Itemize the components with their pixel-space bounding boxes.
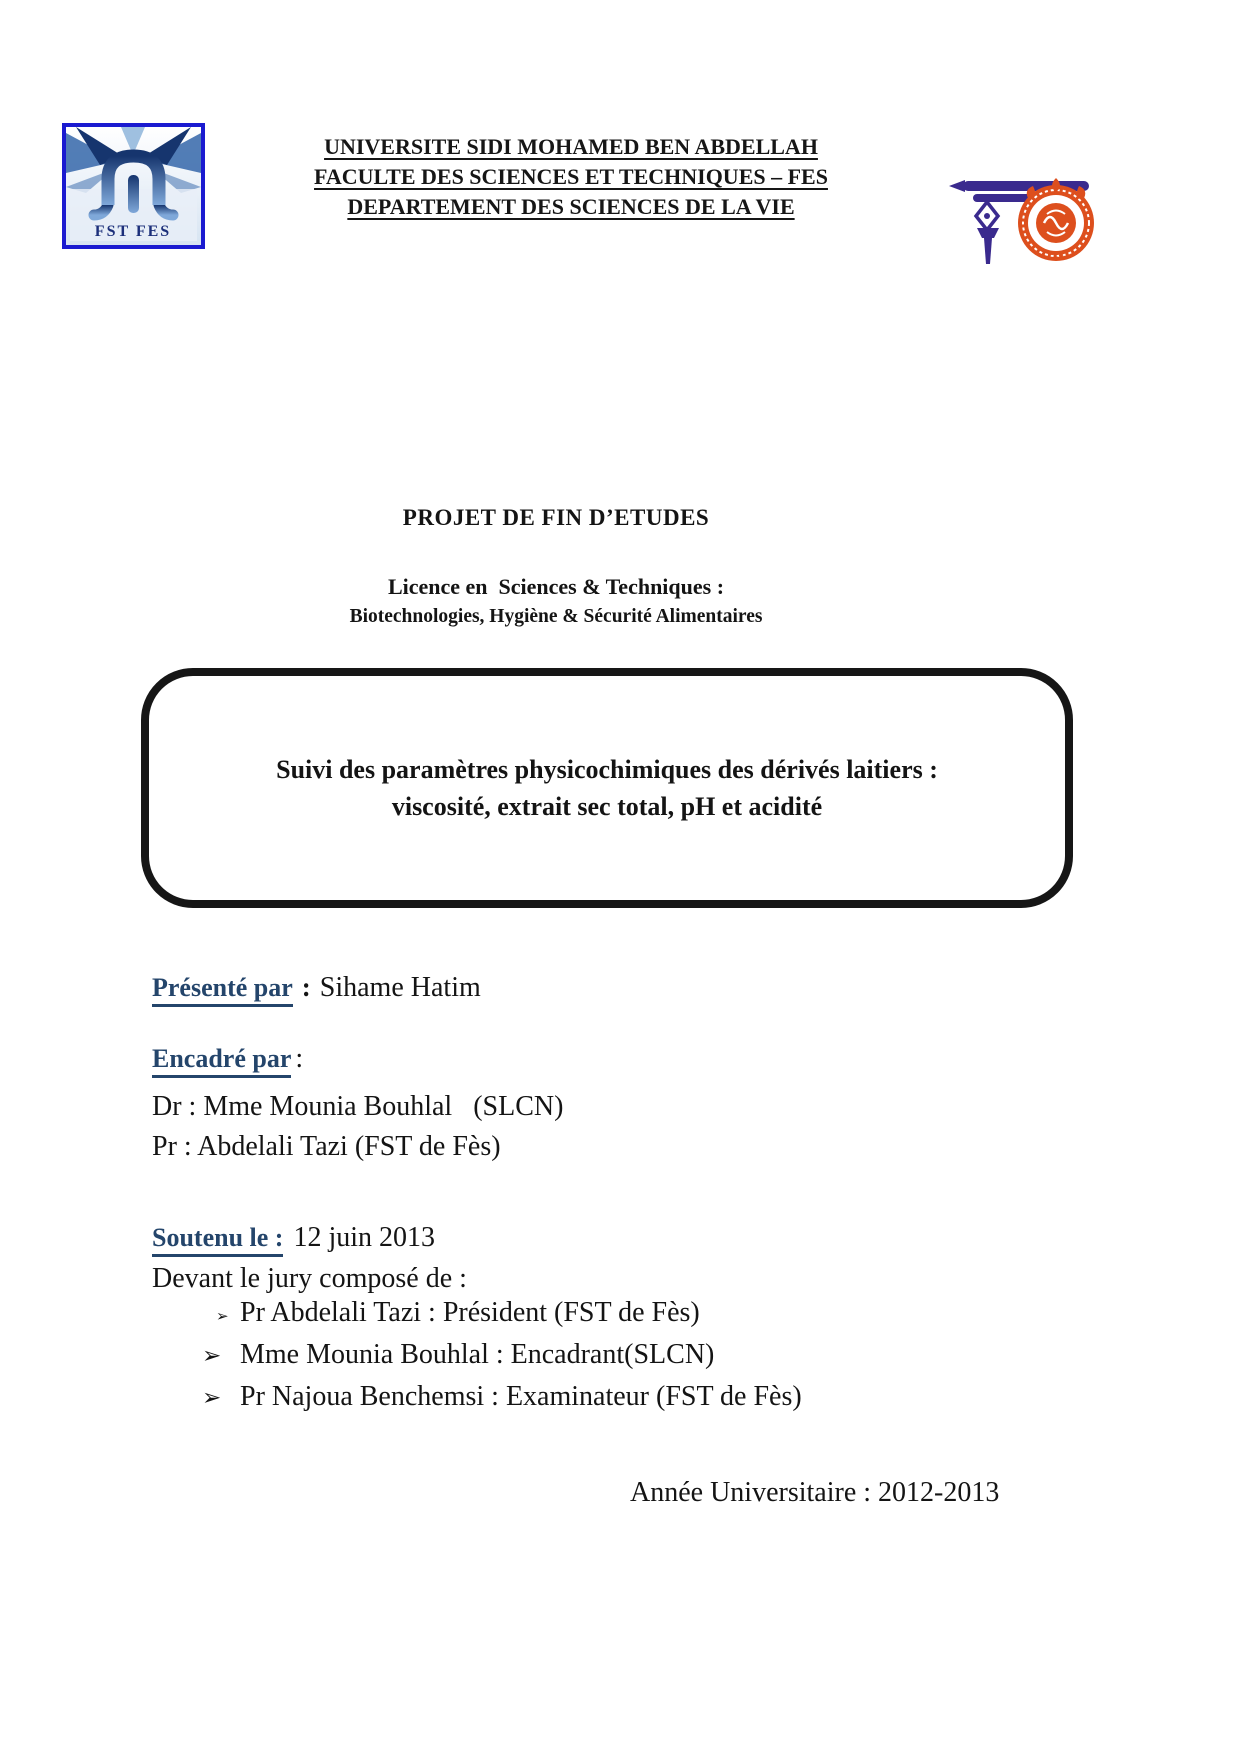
presented-by-row xyxy=(152,972,481,1007)
speciality-title: Biotechnologies, Hygiène & Sécurité Alimentaires xyxy=(349,606,763,627)
supervisor-2: Pr : Abdelali Tazi (FST de Fès) xyxy=(152,1131,501,1162)
supervisors-colon: : xyxy=(295,1043,304,1074)
subject-line-1: Suivi des paramètres physicochimiques des dérivés laitiers : xyxy=(276,755,938,784)
arrow-bullet-icon: ➢ xyxy=(202,1343,222,1368)
supervisors-block xyxy=(152,1043,563,1167)
svg-text:FES: FES xyxy=(1048,253,1064,262)
usmba-seal-icon xyxy=(935,103,1110,265)
defense-label: Soutenu le : xyxy=(152,1223,283,1257)
subject-box xyxy=(141,668,1073,908)
jury-member-1: Pr Abdelali Tazi : Président (FST de Fès) xyxy=(240,1297,700,1328)
defense-date: 12 juin 2013 xyxy=(293,1222,436,1253)
supervisors-label: Encadré par xyxy=(152,1044,291,1078)
defense-date-line xyxy=(152,1222,467,1257)
jury-member-2: Mme Mounia Bouhlal : Encadrant(SLCN) xyxy=(240,1339,715,1370)
fst-fes-logo-icon xyxy=(66,127,201,245)
usmba-seal xyxy=(935,103,1110,265)
presented-by-colon: : xyxy=(301,972,311,1002)
svg-text:FST FES: FST FES xyxy=(94,223,172,240)
academic-year: Année Universitaire : 2012-2013 xyxy=(630,1477,1000,1508)
project-title: PROJET DE FIN D’ETUDES xyxy=(402,505,710,530)
jury-member-3: Pr Najoua Benchemsi : Examinateur (FST de Fès) xyxy=(240,1381,802,1412)
arrow-bullet-icon: ➢ xyxy=(202,1385,222,1410)
jury-member-row xyxy=(152,1381,802,1423)
jury-intro: Devant le jury composé de : xyxy=(152,1263,467,1294)
degree-title: Licence en Sciences & Techniques : xyxy=(387,574,725,599)
arrow-bullet-icon: ➢ xyxy=(216,1309,229,1325)
presented-by-label: Présenté par xyxy=(152,973,293,1007)
fst-fes-logo xyxy=(62,123,205,249)
department-name: DEPARTEMENT DES SCIENCES DE LA VIE xyxy=(347,194,795,219)
subject-text xyxy=(276,751,938,825)
defense-block xyxy=(152,1222,467,1301)
faculty-name: FACULTE DES SCIENCES ET TECHNIQUES – FES xyxy=(314,164,828,189)
subject-line-2: viscosité, extrait sec total, pH et acidité xyxy=(391,792,823,821)
jury-list xyxy=(152,1297,802,1423)
supervisor-1: Dr : Mme Mounia Bouhlal (SLCN) xyxy=(152,1091,564,1122)
university-name: UNIVERSITE SIDI MOHAMED BEN ABDELLAH xyxy=(324,134,818,159)
student-name: Sihame Hatim xyxy=(319,972,481,1003)
university-header xyxy=(238,132,904,222)
jury-member-row xyxy=(152,1339,802,1381)
jury-member-row xyxy=(152,1297,802,1339)
supervisors-label-line xyxy=(152,1043,563,1078)
